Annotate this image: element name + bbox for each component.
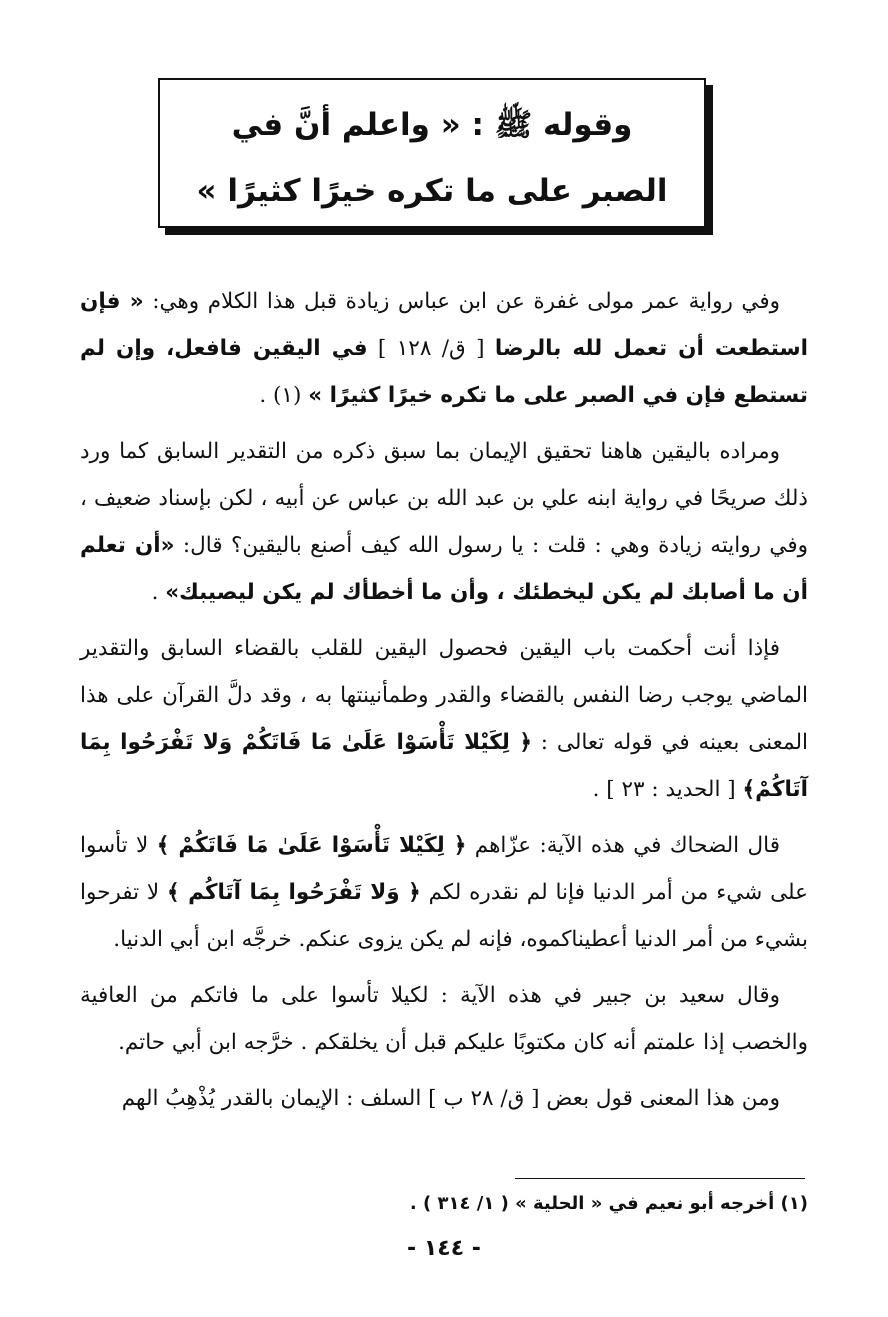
page-number: - ١٤٤ -	[407, 1236, 481, 1261]
paragraph-1-quote-cont: في اليقين فافعل، وإن لم تستطع فإن في الصبر على ما تكره خيرًا كثيرًا »	[80, 336, 808, 408]
paragraph-3	[80, 625, 808, 813]
footnote: (١) أخرجه أبو نعيم في « الحلية » ( ١/ ٣١٤ ) .	[409, 1193, 808, 1214]
paragraph-3-verse: ﴿ لِكَيْلا تَأْسَوْا عَلَىٰ مَا فَاتَكُمْ وَلا تَفْرَحُوا بِمَا آتَاكُمْ﴾	[80, 730, 808, 802]
paragraph-2-end: .	[151, 580, 166, 605]
paragraph-1	[80, 278, 808, 419]
paragraph-2-text: ومراده باليقين هاهنا تحقيق الإيمان بما سبق ذكره من التقدير السابق كما ورد ذلك صريحًا في رواية ابنه علي بن عبد الله بن عباس عن أبيه ، لكن بإسناد ضعيف ، وفي روايته زيادة وهي : قلت : يا رسول الله كيف أصنع باليقين؟ قال:	[80, 439, 808, 558]
paragraph-4	[80, 822, 808, 963]
paragraph-3-text: فإذا أنت أحكمت باب اليقين فحصول اليقين للقلب بالقضاء السابق والتقدير الماضي يوجب رضا النفس بالقضاء والقدر وطمأنينتها به ، وقد دلَّ القرآن على هذا المعنى بعينه في قوله تعالى :	[80, 636, 808, 755]
paragraph-4-text: قال الضحاك في هذه الآية: عزّاهم	[466, 833, 780, 858]
chapter-title-line-2: الصبر على ما تكره خيرًا كثيرًا »	[196, 173, 668, 209]
paragraph-1-quote: « فإن استطعت أن تعمل لله بالرضا	[80, 289, 809, 361]
paragraph-3-verse-ref: [ الحديد : ٢٣ ] .	[592, 777, 743, 802]
chapter-title-box	[158, 78, 706, 228]
paragraph-6	[80, 1075, 808, 1122]
paragraph-4-verse-2: ﴿ وَلا تَفْرَحُوا بِمَا آتَاكُم ﴾	[167, 880, 421, 905]
paragraph-4-text-3: لا تفرحوا بشيء من أمر الدنيا أعطيناكموه، فإنه لم يكن يزوى عنكم. خرجَّه ابن أبي الدنيا.	[80, 880, 808, 952]
paragraph-4-verse-1: ﴿ لِكَيْلا تَأْسَوْا عَلَىٰ مَا فَاتَكُمْ ﴾	[156, 833, 467, 858]
footnote-divider	[515, 1178, 805, 1179]
chapter-title-line-1: وقوله ﷺ : « واعلم أنَّ في	[231, 107, 633, 143]
paragraph-6-text: ومن هذا المعنى قول بعض [ ق/ ٢٨ ب ] السلف : الإيمان بالقدر يُذْهِبُ الهم	[121, 1086, 780, 1111]
paragraph-5-text: وقال سعيد بن جبير في هذه الآية : لكيلا تأسوا على ما فاتكم من العافية والخصب إذا علمتم أنه كان مكتوبًا عليكم قبل أن يخلقكم . خرَّجه ابن أبي حاتم.	[80, 983, 808, 1055]
paragraph-2	[80, 428, 808, 616]
paragraph-5	[80, 972, 808, 1066]
paragraph-2-quote: «أن تعلم أن ما أصابك لم يكن ليخطئك ، وأن ما أخطأك لم يكن ليصيبك»	[80, 533, 808, 605]
paragraph-1-manuscript-ref: [ ق/ ١٢٨ ]	[367, 336, 495, 361]
body-text	[80, 278, 808, 1131]
paragraph-1-text: وفي رواية عمر مولى غفرة عن ابن عباس زيادة قبل هذا الكلام وهي:	[143, 289, 780, 314]
paragraph-4-text-2: لا تأسوا على شيء من أمر الدنيا فإنا لم نقدره لكم	[80, 833, 809, 905]
paragraph-1-footnote-marker: (١) .	[259, 383, 309, 408]
